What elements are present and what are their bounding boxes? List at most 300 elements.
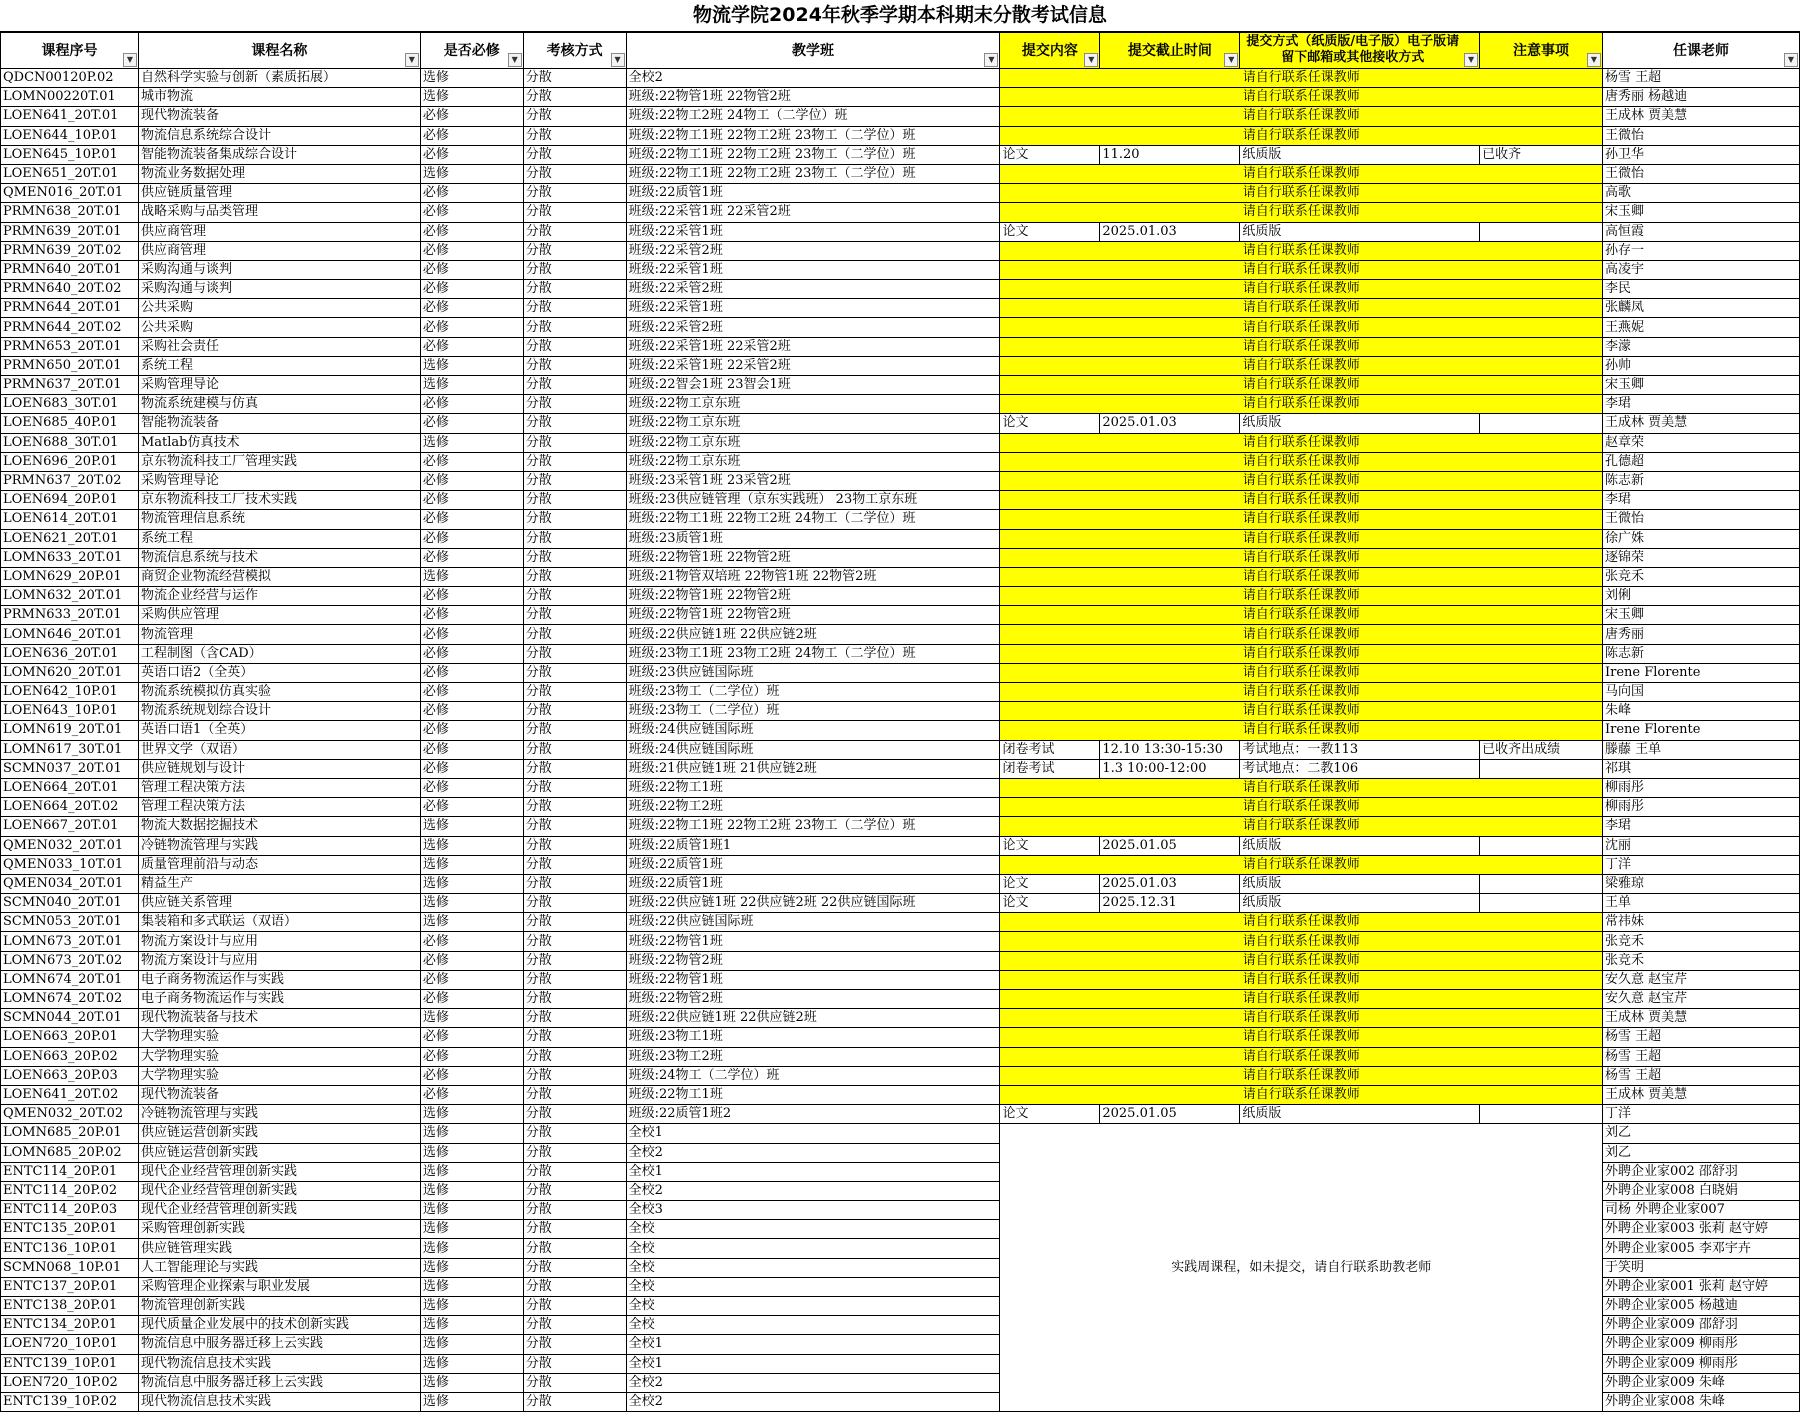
class-cell[interactable]: 班级:23质管1班 xyxy=(626,529,1000,548)
header-course-id[interactable]: 课程序号 ▼ xyxy=(1,33,139,69)
submit-content-cell[interactable]: 论文 xyxy=(1000,836,1100,855)
submit-content-cell[interactable]: 闭卷考试 xyxy=(1000,759,1100,778)
filter-dropdown-icon[interactable]: ▼ xyxy=(405,53,419,67)
course-id-cell[interactable]: ENTC139_10P.01 xyxy=(1,1354,139,1373)
class-cell[interactable]: 班级:23物工1班 23物工2班 24物工（二学位）班 xyxy=(626,644,1000,663)
contact-teacher-merged-cell[interactable]: 请自行联系任课教师 xyxy=(1000,625,1603,644)
course-name-cell[interactable]: 电子商务物流运作与实践 xyxy=(138,970,420,989)
teacher-cell[interactable]: 马向国 xyxy=(1602,683,1799,702)
class-cell[interactable]: 班级:22质管1班 xyxy=(626,855,1000,874)
required-cell[interactable]: 必修 xyxy=(420,990,523,1009)
required-cell[interactable]: 必修 xyxy=(420,759,523,778)
assessment-cell[interactable]: 分散 xyxy=(523,1124,626,1143)
course-name-cell[interactable]: 质量管理前沿与动态 xyxy=(138,855,420,874)
course-name-cell[interactable]: 物流信息系统与技术 xyxy=(138,548,420,567)
teacher-cell[interactable]: 孙帅 xyxy=(1602,356,1799,375)
teacher-cell[interactable]: 王成林 贾美慧 xyxy=(1602,107,1799,126)
course-name-cell[interactable]: 物流方案设计与应用 xyxy=(138,951,420,970)
course-id-cell[interactable]: LOEN644_10P.01 xyxy=(1,126,139,145)
notes-cell[interactable] xyxy=(1480,1105,1603,1124)
assessment-cell[interactable]: 分散 xyxy=(523,510,626,529)
required-cell[interactable]: 选修 xyxy=(420,1105,523,1124)
course-name-cell[interactable]: 供应链质量管理 xyxy=(138,184,420,203)
submit-method-cell[interactable]: 纸质版 xyxy=(1240,1105,1480,1124)
required-cell[interactable]: 必修 xyxy=(420,683,523,702)
assessment-cell[interactable]: 分散 xyxy=(523,356,626,375)
filter-dropdown-icon[interactable]: ▼ xyxy=(508,53,522,67)
contact-teacher-merged-cell[interactable]: 请自行联系任课教师 xyxy=(1000,69,1603,88)
course-id-cell[interactable]: QMEN032_20T.01 xyxy=(1,836,139,855)
course-id-cell[interactable]: LOEN685_40P.01 xyxy=(1,414,139,433)
course-name-cell[interactable]: 现代物流信息技术实践 xyxy=(138,1392,420,1411)
course-name-cell[interactable]: 战略采购与品类管理 xyxy=(138,203,420,222)
assessment-cell[interactable]: 分散 xyxy=(523,471,626,490)
course-name-cell[interactable]: 英语口语1（全英） xyxy=(138,721,420,740)
course-name-cell[interactable]: 物流系统建模与仿真 xyxy=(138,395,420,414)
assessment-cell[interactable]: 分散 xyxy=(523,414,626,433)
required-cell[interactable]: 必修 xyxy=(420,932,523,951)
course-id-cell[interactable]: QMEN016_20T.01 xyxy=(1,184,139,203)
contact-teacher-merged-cell[interactable]: 请自行联系任课教师 xyxy=(1000,471,1603,490)
assessment-cell[interactable]: 分散 xyxy=(523,740,626,759)
teacher-cell[interactable]: 外聘企业家001 张莉 赵守婷 xyxy=(1602,1277,1799,1296)
required-cell[interactable]: 必修 xyxy=(420,299,523,318)
course-name-cell[interactable]: 采购沟通与谈判 xyxy=(138,280,420,299)
class-cell[interactable]: 班级:22物工1班 xyxy=(626,778,1000,797)
teacher-cell[interactable]: 王燕妮 xyxy=(1602,318,1799,337)
course-name-cell[interactable]: 管理工程决策方法 xyxy=(138,778,420,797)
notes-cell[interactable] xyxy=(1480,222,1603,241)
assessment-cell[interactable]: 分散 xyxy=(523,164,626,183)
class-cell[interactable]: 全校3 xyxy=(626,1201,1000,1220)
contact-teacher-merged-cell[interactable]: 请自行联系任课教师 xyxy=(1000,1028,1603,1047)
submit-content-cell[interactable]: 论文 xyxy=(1000,1105,1100,1124)
practice-note-merged-cell[interactable]: 实践周课程，如未提交，请自行联系助教老师 xyxy=(1000,1124,1603,1412)
header-submit-content[interactable]: 提交内容 ▼ xyxy=(1000,33,1100,69)
course-name-cell[interactable]: 智能物流装备 xyxy=(138,414,420,433)
teacher-cell[interactable]: 陈志新 xyxy=(1602,644,1799,663)
course-name-cell[interactable]: 现代物流装备 xyxy=(138,107,420,126)
submit-method-cell[interactable]: 考试地点：一教113 xyxy=(1240,740,1480,759)
required-cell[interactable]: 必修 xyxy=(420,395,523,414)
teacher-cell[interactable]: 王微怡 xyxy=(1602,126,1799,145)
course-name-cell[interactable]: 供应链规划与设计 xyxy=(138,759,420,778)
class-cell[interactable]: 班级:22质管1班1 xyxy=(626,836,1000,855)
course-name-cell[interactable]: 智能物流装备集成综合设计 xyxy=(138,145,420,164)
teacher-cell[interactable]: 外聘企业家002 邵舒羽 xyxy=(1602,1162,1799,1181)
contact-teacher-merged-cell[interactable]: 请自行联系任课教师 xyxy=(1000,452,1603,471)
assessment-cell[interactable]: 分散 xyxy=(523,874,626,893)
class-cell[interactable]: 班级:22供应链1班 22供应链2班 22供应链国际班 xyxy=(626,894,1000,913)
teacher-cell[interactable]: 唐秀丽 杨越迪 xyxy=(1602,88,1799,107)
assessment-cell[interactable]: 分散 xyxy=(523,1220,626,1239)
assessment-cell[interactable]: 分散 xyxy=(523,1105,626,1124)
header-assessment[interactable]: 考核方式 ▼ xyxy=(523,33,626,69)
class-cell[interactable]: 全校 xyxy=(626,1297,1000,1316)
contact-teacher-merged-cell[interactable]: 请自行联系任课教师 xyxy=(1000,721,1603,740)
course-id-cell[interactable]: LOMN685_20P.02 xyxy=(1,1143,139,1162)
contact-teacher-merged-cell[interactable]: 请自行联系任课教师 xyxy=(1000,970,1603,989)
class-cell[interactable]: 全校2 xyxy=(626,1181,1000,1200)
teacher-cell[interactable]: 高凌宇 xyxy=(1602,260,1799,279)
class-cell[interactable]: 班级:22物管1班 xyxy=(626,970,1000,989)
course-name-cell[interactable]: 城市物流 xyxy=(138,88,420,107)
contact-teacher-merged-cell[interactable]: 请自行联系任课教师 xyxy=(1000,1009,1603,1028)
class-cell[interactable]: 全校 xyxy=(626,1258,1000,1277)
course-name-cell[interactable]: 供应链管理实践 xyxy=(138,1239,420,1258)
required-cell[interactable]: 选修 xyxy=(420,1124,523,1143)
assessment-cell[interactable]: 分散 xyxy=(523,241,626,260)
course-id-cell[interactable]: PRMN640_20T.02 xyxy=(1,280,139,299)
class-cell[interactable]: 班级:22物工京东班 xyxy=(626,395,1000,414)
submit-method-cell[interactable]: 纸质版 xyxy=(1240,874,1480,893)
class-cell[interactable]: 班级:22物工1班 22物工2班 23物工（二学位）班 xyxy=(626,164,1000,183)
contact-teacher-merged-cell[interactable]: 请自行联系任课教师 xyxy=(1000,817,1603,836)
class-cell[interactable]: 班级:22物工1班 22物工2班 23物工（二学位）班 xyxy=(626,126,1000,145)
assessment-cell[interactable]: 分散 xyxy=(523,1316,626,1335)
teacher-cell[interactable]: 张竞禾 xyxy=(1602,951,1799,970)
course-name-cell[interactable]: 精益生产 xyxy=(138,874,420,893)
required-cell[interactable]: 选修 xyxy=(420,164,523,183)
submit-content-cell[interactable]: 论文 xyxy=(1000,874,1100,893)
required-cell[interactable]: 选修 xyxy=(420,1009,523,1028)
teacher-cell[interactable]: 沈丽 xyxy=(1602,836,1799,855)
contact-teacher-merged-cell[interactable]: 请自行联系任课教师 xyxy=(1000,548,1603,567)
teacher-cell[interactable]: 杨雪 王超 xyxy=(1602,1028,1799,1047)
class-cell[interactable]: 班级:24供应链国际班 xyxy=(626,740,1000,759)
course-name-cell[interactable]: 物流系统模拟仿真实验 xyxy=(138,683,420,702)
assessment-cell[interactable]: 分散 xyxy=(523,990,626,1009)
assessment-cell[interactable]: 分散 xyxy=(523,1258,626,1277)
course-id-cell[interactable]: LOEN642_10P.01 xyxy=(1,683,139,702)
class-cell[interactable]: 班级:22物管1班 xyxy=(626,932,1000,951)
contact-teacher-merged-cell[interactable]: 请自行联系任课教师 xyxy=(1000,299,1603,318)
teacher-cell[interactable]: 司杨 外聘企业家007 xyxy=(1602,1201,1799,1220)
assessment-cell[interactable]: 分散 xyxy=(523,69,626,88)
course-name-cell[interactable]: 供应链运营创新实践 xyxy=(138,1124,420,1143)
filter-dropdown-icon[interactable]: ▼ xyxy=(123,53,137,67)
teacher-cell[interactable]: 李珺 xyxy=(1602,817,1799,836)
required-cell[interactable]: 必修 xyxy=(420,625,523,644)
course-name-cell[interactable]: Matlab仿真技术 xyxy=(138,433,420,452)
course-id-cell[interactable]: QMEN032_20T.02 xyxy=(1,1105,139,1124)
assessment-cell[interactable]: 分散 xyxy=(523,1066,626,1085)
assessment-cell[interactable]: 分散 xyxy=(523,587,626,606)
required-cell[interactable]: 必修 xyxy=(420,126,523,145)
class-cell[interactable]: 班级:22物管2班 xyxy=(626,951,1000,970)
teacher-cell[interactable]: 刘乙 xyxy=(1602,1124,1799,1143)
notes-cell[interactable] xyxy=(1480,759,1603,778)
course-name-cell[interactable]: 大学物理实验 xyxy=(138,1066,420,1085)
course-id-cell[interactable]: LOEN720_10P.02 xyxy=(1,1373,139,1392)
required-cell[interactable]: 必修 xyxy=(420,107,523,126)
course-name-cell[interactable]: 物流企业经营与运作 xyxy=(138,587,420,606)
contact-teacher-merged-cell[interactable]: 请自行联系任课教师 xyxy=(1000,184,1603,203)
assessment-cell[interactable]: 分散 xyxy=(523,548,626,567)
required-cell[interactable]: 选修 xyxy=(420,1181,523,1200)
course-name-cell[interactable]: 采购管理企业探索与职业发展 xyxy=(138,1277,420,1296)
class-cell[interactable]: 班级:22质管1班 xyxy=(626,184,1000,203)
class-cell[interactable]: 班级:22采管1班 22采管2班 xyxy=(626,356,1000,375)
course-id-cell[interactable]: LOMN00220T.01 xyxy=(1,88,139,107)
required-cell[interactable]: 选修 xyxy=(420,874,523,893)
required-cell[interactable]: 选修 xyxy=(420,1373,523,1392)
course-id-cell[interactable]: LOMN674_20T.01 xyxy=(1,970,139,989)
deadline-cell[interactable]: 2025.01.05 xyxy=(1100,836,1240,855)
filter-dropdown-icon[interactable]: ▼ xyxy=(1224,53,1238,67)
assessment-cell[interactable]: 分散 xyxy=(523,222,626,241)
course-id-cell[interactable]: PRMN633_20T.01 xyxy=(1,606,139,625)
course-id-cell[interactable]: SCMN068_10P.01 xyxy=(1,1258,139,1277)
required-cell[interactable]: 必修 xyxy=(420,778,523,797)
contact-teacher-merged-cell[interactable]: 请自行联系任课教师 xyxy=(1000,510,1603,529)
contact-teacher-merged-cell[interactable]: 请自行联系任课教师 xyxy=(1000,356,1603,375)
course-id-cell[interactable]: LOEN645_10P.01 xyxy=(1,145,139,164)
course-name-cell[interactable]: 现代物流装备 xyxy=(138,1085,420,1104)
course-name-cell[interactable]: 现代质量企业发展中的技术创新实践 xyxy=(138,1316,420,1335)
course-name-cell[interactable]: 物流方案设计与应用 xyxy=(138,932,420,951)
teacher-cell[interactable]: 张麟凤 xyxy=(1602,299,1799,318)
assessment-cell[interactable]: 分散 xyxy=(523,836,626,855)
course-id-cell[interactable]: LOEN688_30T.01 xyxy=(1,433,139,452)
course-name-cell[interactable]: 冷链物流管理与实践 xyxy=(138,1105,420,1124)
course-name-cell[interactable]: 现代企业经营管理创新实践 xyxy=(138,1162,420,1181)
class-cell[interactable]: 班级:22采管2班 xyxy=(626,318,1000,337)
contact-teacher-merged-cell[interactable]: 请自行联系任课教师 xyxy=(1000,1066,1603,1085)
required-cell[interactable]: 选修 xyxy=(420,817,523,836)
course-id-cell[interactable]: LOEN683_30T.01 xyxy=(1,395,139,414)
deadline-cell[interactable]: 2025.01.03 xyxy=(1100,222,1240,241)
teacher-cell[interactable]: 外聘企业家009 柳雨彤 xyxy=(1602,1354,1799,1373)
course-name-cell[interactable]: 采购管理创新实践 xyxy=(138,1220,420,1239)
course-name-cell[interactable]: 供应商管理 xyxy=(138,241,420,260)
required-cell[interactable]: 必修 xyxy=(420,721,523,740)
assessment-cell[interactable]: 分散 xyxy=(523,663,626,682)
class-cell[interactable]: 班级:22采管1班 xyxy=(626,299,1000,318)
required-cell[interactable]: 选修 xyxy=(420,855,523,874)
class-cell[interactable]: 班级:24物工（二学位）班 xyxy=(626,1066,1000,1085)
required-cell[interactable]: 选修 xyxy=(420,894,523,913)
contact-teacher-merged-cell[interactable]: 请自行联系任课教师 xyxy=(1000,798,1603,817)
teacher-cell[interactable]: 张竞禾 xyxy=(1602,932,1799,951)
teacher-cell[interactable]: 李珺 xyxy=(1602,491,1799,510)
course-id-cell[interactable]: ENTC139_10P.02 xyxy=(1,1392,139,1411)
course-name-cell[interactable]: 物流信息中服务器迁移上云实践 xyxy=(138,1335,420,1354)
required-cell[interactable]: 选修 xyxy=(420,1220,523,1239)
assessment-cell[interactable]: 分散 xyxy=(523,759,626,778)
class-cell[interactable]: 班级:22采管2班 xyxy=(626,241,1000,260)
assessment-cell[interactable]: 分散 xyxy=(523,721,626,740)
teacher-cell[interactable]: 王单 xyxy=(1602,894,1799,913)
contact-teacher-merged-cell[interactable]: 请自行联系任课教师 xyxy=(1000,241,1603,260)
class-cell[interactable]: 全校1 xyxy=(626,1354,1000,1373)
contact-teacher-merged-cell[interactable]: 请自行联系任课教师 xyxy=(1000,260,1603,279)
course-id-cell[interactable]: ENTC114_20P.02 xyxy=(1,1181,139,1200)
teacher-cell[interactable]: 杨雪 王超 xyxy=(1602,69,1799,88)
class-cell[interactable]: 班级:21供应链1班 21供应链2班 xyxy=(626,759,1000,778)
assessment-cell[interactable]: 分散 xyxy=(523,203,626,222)
class-cell[interactable]: 班级:22采管2班 xyxy=(626,280,1000,299)
teacher-cell[interactable]: 滕藤 王单 xyxy=(1602,740,1799,759)
class-cell[interactable]: 全校2 xyxy=(626,1143,1000,1162)
contact-teacher-merged-cell[interactable]: 请自行联系任课教师 xyxy=(1000,164,1603,183)
required-cell[interactable]: 选修 xyxy=(420,69,523,88)
required-cell[interactable]: 必修 xyxy=(420,337,523,356)
notes-cell[interactable] xyxy=(1480,836,1603,855)
teacher-cell[interactable]: 外聘企业家008 白晓娟 xyxy=(1602,1181,1799,1200)
filter-dropdown-icon[interactable]: ▼ xyxy=(1084,53,1098,67)
assessment-cell[interactable]: 分散 xyxy=(523,107,626,126)
contact-teacher-merged-cell[interactable]: 请自行联系任课教师 xyxy=(1000,644,1603,663)
class-cell[interactable]: 班级:22物工2班 xyxy=(626,798,1000,817)
course-name-cell[interactable]: 物流管理信息系统 xyxy=(138,510,420,529)
contact-teacher-merged-cell[interactable]: 请自行联系任课教师 xyxy=(1000,932,1603,951)
required-cell[interactable]: 必修 xyxy=(420,471,523,490)
teacher-cell[interactable]: 祁琪 xyxy=(1602,759,1799,778)
course-name-cell[interactable]: 采购社会责任 xyxy=(138,337,420,356)
course-id-cell[interactable]: LOEN663_20P.03 xyxy=(1,1066,139,1085)
required-cell[interactable]: 必修 xyxy=(420,587,523,606)
contact-teacher-merged-cell[interactable]: 请自行联系任课教师 xyxy=(1000,491,1603,510)
course-name-cell[interactable]: 物流管理 xyxy=(138,625,420,644)
assessment-cell[interactable]: 分散 xyxy=(523,817,626,836)
teacher-cell[interactable]: 外聘企业家009 柳雨彤 xyxy=(1602,1335,1799,1354)
course-name-cell[interactable]: 京东物流科技工厂技术实践 xyxy=(138,491,420,510)
contact-teacher-merged-cell[interactable]: 请自行联系任课教师 xyxy=(1000,587,1603,606)
assessment-cell[interactable]: 分散 xyxy=(523,1373,626,1392)
submit-content-cell[interactable]: 论文 xyxy=(1000,145,1100,164)
contact-teacher-merged-cell[interactable]: 请自行联系任课教师 xyxy=(1000,778,1603,797)
teacher-cell[interactable]: 外聘企业家005 杨越迪 xyxy=(1602,1297,1799,1316)
course-id-cell[interactable]: LOEN641_20T.01 xyxy=(1,107,139,126)
filter-dropdown-icon[interactable]: ▼ xyxy=(1784,53,1798,67)
class-cell[interactable]: 班级:22供应链1班 22供应链2班 xyxy=(626,625,1000,644)
deadline-cell[interactable]: 1.3 10:00-12:00 xyxy=(1100,759,1240,778)
course-name-cell[interactable]: 京东物流科技工厂管理实践 xyxy=(138,452,420,471)
class-cell[interactable]: 全校1 xyxy=(626,1124,1000,1143)
assessment-cell[interactable]: 分散 xyxy=(523,491,626,510)
required-cell[interactable]: 必修 xyxy=(420,222,523,241)
required-cell[interactable]: 必修 xyxy=(420,452,523,471)
required-cell[interactable]: 必修 xyxy=(420,1066,523,1085)
required-cell[interactable]: 选修 xyxy=(420,433,523,452)
teacher-cell[interactable]: 孙存一 xyxy=(1602,241,1799,260)
teacher-cell[interactable]: 李濛 xyxy=(1602,337,1799,356)
deadline-cell[interactable]: 12.10 13:30-15:30 xyxy=(1100,740,1240,759)
class-cell[interactable]: 班级:22物工2班 24物工（二学位）班 xyxy=(626,107,1000,126)
submit-method-cell[interactable]: 纸质版 xyxy=(1240,222,1480,241)
required-cell[interactable]: 选修 xyxy=(420,356,523,375)
class-cell[interactable]: 班级:22物工1班 22物工2班 23物工（二学位）班 xyxy=(626,145,1000,164)
course-name-cell[interactable]: 自然科学实验与创新（素质拓展） xyxy=(138,69,420,88)
class-cell[interactable]: 全校2 xyxy=(626,1392,1000,1411)
teacher-cell[interactable]: 外聘企业家009 邵舒羽 xyxy=(1602,1316,1799,1335)
assessment-cell[interactable]: 分散 xyxy=(523,1028,626,1047)
course-id-cell[interactable]: PRMN639_20T.01 xyxy=(1,222,139,241)
course-id-cell[interactable]: SCMN040_20T.01 xyxy=(1,894,139,913)
teacher-cell[interactable]: 孔德超 xyxy=(1602,452,1799,471)
notes-cell[interactable] xyxy=(1480,414,1603,433)
teacher-cell[interactable]: 外聘企业家008 朱峰 xyxy=(1602,1392,1799,1411)
required-cell[interactable]: 必修 xyxy=(420,280,523,299)
required-cell[interactable]: 选修 xyxy=(420,1297,523,1316)
teacher-cell[interactable]: 王成林 贾美慧 xyxy=(1602,1009,1799,1028)
course-name-cell[interactable]: 供应商管理 xyxy=(138,222,420,241)
course-id-cell[interactable]: LOEN641_20T.02 xyxy=(1,1085,139,1104)
notes-cell[interactable]: 已收齐出成绩 xyxy=(1480,740,1603,759)
required-cell[interactable]: 选修 xyxy=(420,376,523,395)
course-id-cell[interactable]: LOMN620_20T.01 xyxy=(1,663,139,682)
course-name-cell[interactable]: 冷链物流管理与实践 xyxy=(138,836,420,855)
submit-content-cell[interactable]: 论文 xyxy=(1000,894,1100,913)
course-name-cell[interactable]: 物流管理创新实践 xyxy=(138,1297,420,1316)
assessment-cell[interactable]: 分散 xyxy=(523,318,626,337)
contact-teacher-merged-cell[interactable]: 请自行联系任课教师 xyxy=(1000,433,1603,452)
course-id-cell[interactable]: ENTC134_20P.01 xyxy=(1,1316,139,1335)
teacher-cell[interactable]: 宋玉卿 xyxy=(1602,203,1799,222)
course-id-cell[interactable]: PRMN644_20T.02 xyxy=(1,318,139,337)
class-cell[interactable]: 全校1 xyxy=(626,1335,1000,1354)
contact-teacher-merged-cell[interactable]: 请自行联系任课教师 xyxy=(1000,395,1603,414)
course-name-cell[interactable]: 人工智能理论与实践 xyxy=(138,1258,420,1277)
assessment-cell[interactable]: 分散 xyxy=(523,567,626,586)
course-id-cell[interactable]: LOMN646_20T.01 xyxy=(1,625,139,644)
teacher-cell[interactable]: 宋玉卿 xyxy=(1602,376,1799,395)
course-name-cell[interactable]: 现代企业经营管理创新实践 xyxy=(138,1201,420,1220)
assessment-cell[interactable]: 分散 xyxy=(523,337,626,356)
teacher-cell[interactable]: 张竞禾 xyxy=(1602,567,1799,586)
teacher-cell[interactable]: 刘乙 xyxy=(1602,1143,1799,1162)
class-cell[interactable]: 班级:22物工京东班 xyxy=(626,433,1000,452)
course-name-cell[interactable]: 大学物理实验 xyxy=(138,1047,420,1066)
course-id-cell[interactable]: LOMN674_20T.02 xyxy=(1,990,139,1009)
assessment-cell[interactable]: 分散 xyxy=(523,1143,626,1162)
contact-teacher-merged-cell[interactable]: 请自行联系任课教师 xyxy=(1000,951,1603,970)
contact-teacher-merged-cell[interactable]: 请自行联系任课教师 xyxy=(1000,126,1603,145)
required-cell[interactable]: 选修 xyxy=(420,1316,523,1335)
required-cell[interactable]: 必修 xyxy=(420,241,523,260)
class-cell[interactable]: 班级:22物管1班 22物管2班 xyxy=(626,548,1000,567)
submit-content-cell[interactable]: 论文 xyxy=(1000,222,1100,241)
class-cell[interactable]: 全校1 xyxy=(626,1162,1000,1181)
course-id-cell[interactable]: LOEN663_20P.01 xyxy=(1,1028,139,1047)
assessment-cell[interactable]: 分散 xyxy=(523,88,626,107)
contact-teacher-merged-cell[interactable]: 请自行联系任课教师 xyxy=(1000,683,1603,702)
contact-teacher-merged-cell[interactable]: 请自行联系任课教师 xyxy=(1000,1085,1603,1104)
course-name-cell[interactable]: 物流信息系统综合设计 xyxy=(138,126,420,145)
course-name-cell[interactable]: 公共采购 xyxy=(138,318,420,337)
course-id-cell[interactable]: SCMN053_20T.01 xyxy=(1,913,139,932)
teacher-cell[interactable]: 刘俐 xyxy=(1602,587,1799,606)
teacher-cell[interactable]: 陈志新 xyxy=(1602,471,1799,490)
teacher-cell[interactable]: 李民 xyxy=(1602,280,1799,299)
assessment-cell[interactable]: 分散 xyxy=(523,644,626,663)
assessment-cell[interactable]: 分散 xyxy=(523,1162,626,1181)
contact-teacher-merged-cell[interactable]: 请自行联系任课教师 xyxy=(1000,702,1603,721)
class-cell[interactable]: 班级:23采管1班 23采管2班 xyxy=(626,471,1000,490)
deadline-cell[interactable]: 11.20 xyxy=(1100,145,1240,164)
teacher-cell[interactable]: 孙卫华 xyxy=(1602,145,1799,164)
course-id-cell[interactable]: LOMN632_20T.01 xyxy=(1,587,139,606)
assessment-cell[interactable]: 分散 xyxy=(523,280,626,299)
required-cell[interactable]: 选修 xyxy=(420,913,523,932)
header-submit-method[interactable]: 提交方式（纸质版/电子版）电子版请留下邮箱或其他接收方式 ▼ xyxy=(1240,33,1480,69)
course-id-cell[interactable]: PRMN650_20T.01 xyxy=(1,356,139,375)
filter-dropdown-icon[interactable]: ▼ xyxy=(1464,53,1478,67)
assessment-cell[interactable]: 分散 xyxy=(523,1009,626,1028)
class-cell[interactable]: 班级:22采管1班 xyxy=(626,222,1000,241)
teacher-cell[interactable]: 王成林 贾美慧 xyxy=(1602,414,1799,433)
